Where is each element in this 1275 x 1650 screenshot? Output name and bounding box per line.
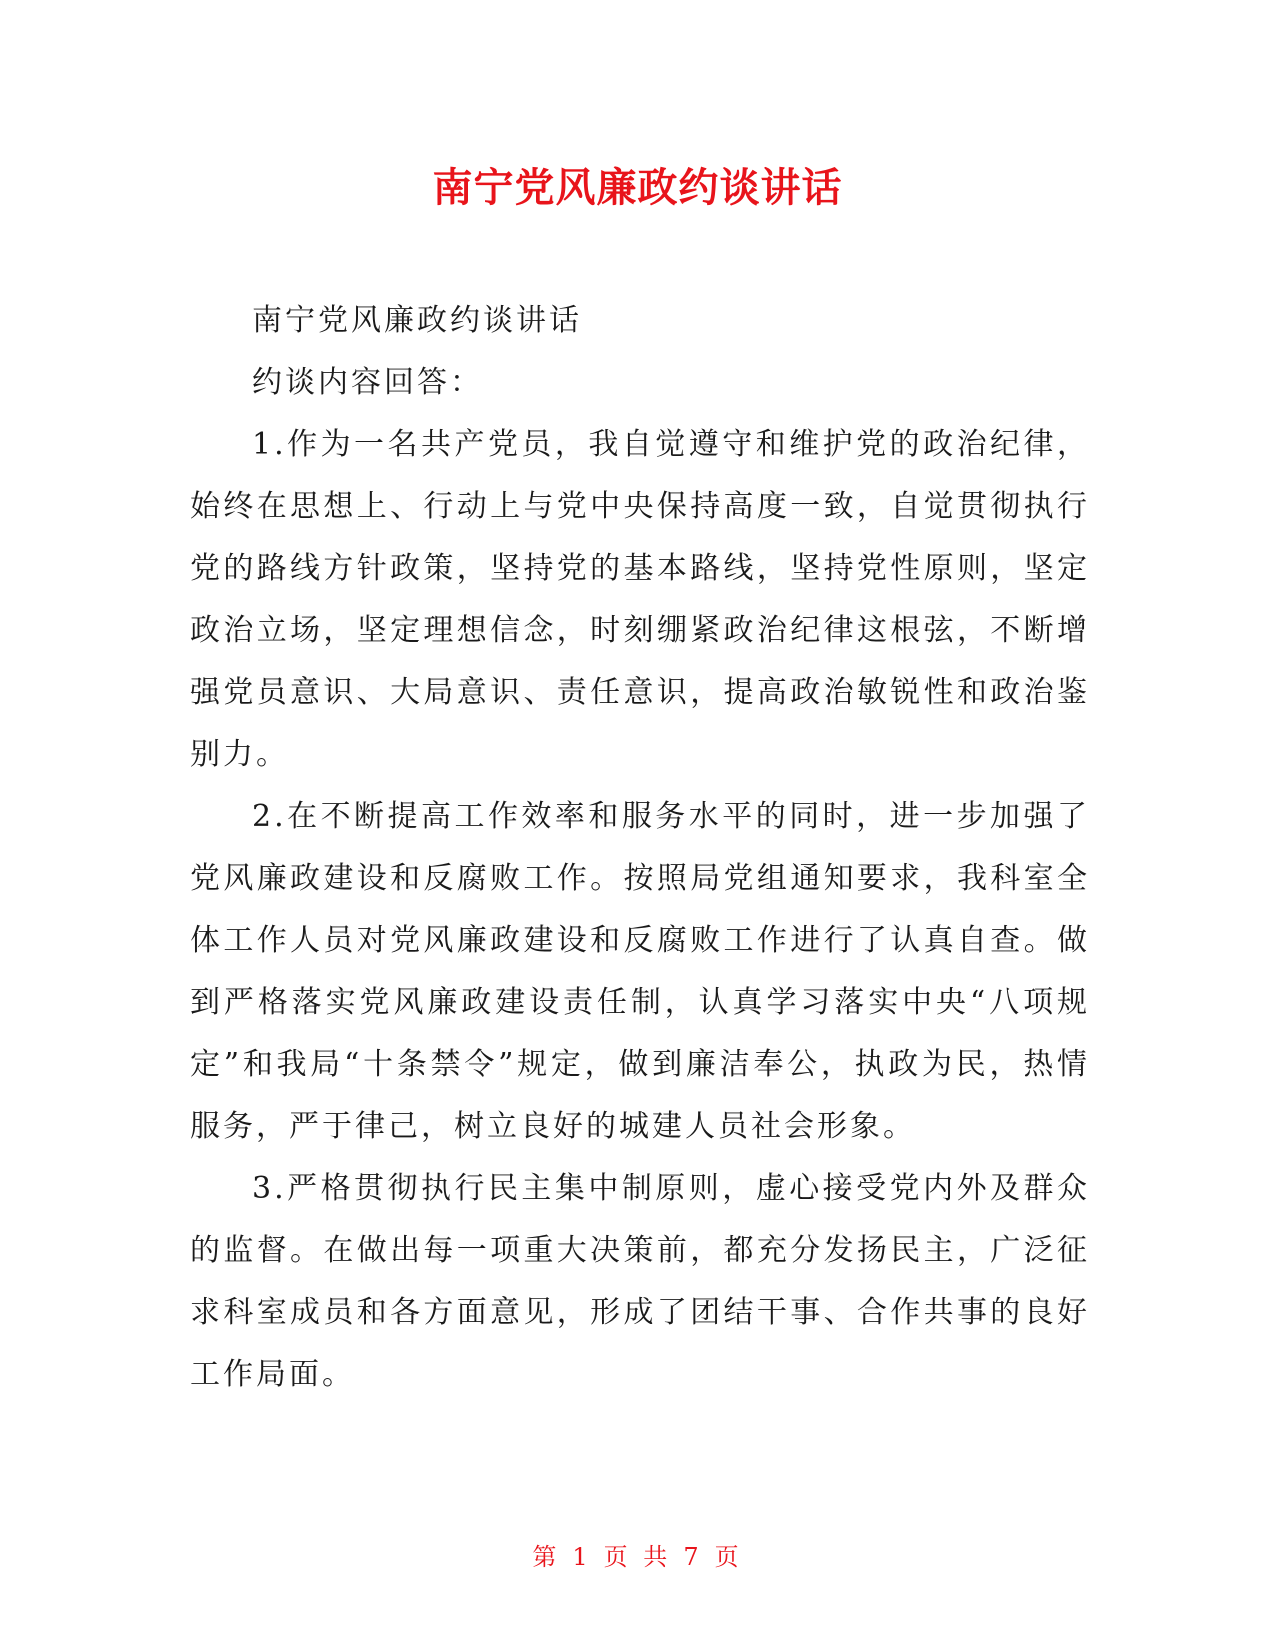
document-title: 南宁党风廉政约谈讲话 — [432, 165, 843, 211]
paragraph-intro: 约谈内容回答： — [252, 365, 483, 400]
paragraph-item-3: 3.严格贯彻执行民主集中制原则，虚心接受党内外及群众的监督。在做出每一项重大决策前，都充分发扬民主，广泛征求科室成员和各方面意见，形成了团结干事、合作共事的良好工作局面。 — [190, 1171, 1090, 1392]
page-number-footer — [0, 1542, 1275, 1572]
current-page-number: 1 — [572, 1543, 592, 1571]
paragraph-heading: 南宁党风廉政约谈讲话 — [252, 303, 582, 338]
paragraph-item-2: 2.在不断提高工作效率和服务水平的同时，进一步加强了党风廉政建设和反腐败工作。按照局党组通知要求，我科室全体工作人员对党风廉政建设和反腐败工作进行了认真自查。做到严格落实党风廉政建设责任制，认真学习落实中央“八项规定”和我局“十条禁令”规定，做到廉洁奉公，执政为民，热情服务，严于律己，树立良好的城建人员社会形象。 — [190, 799, 1090, 1144]
paragraph-item-1: 1.作为一名共产党员，我自觉遵守和维护党的政治纪律，始终在思想上、行动上与党中央保持高度一致，自觉贯彻执行党的路线方针政策，坚持党的基本路线，坚持党性原则，坚定政治立场，坚定理想信念，时刻绷紧政治纪律这根弦，不断增强党员意识、大局意识、责任意识，提高政治敏锐性和政治鉴别力。 — [190, 427, 1090, 772]
page-label-suffix: 页 — [714, 1543, 743, 1571]
total-pages-number: 7 — [683, 1543, 703, 1571]
page-label-mid: 页 共 — [603, 1543, 672, 1571]
page-label-prefix: 第 — [532, 1543, 561, 1571]
document-body — [190, 290, 1090, 1406]
